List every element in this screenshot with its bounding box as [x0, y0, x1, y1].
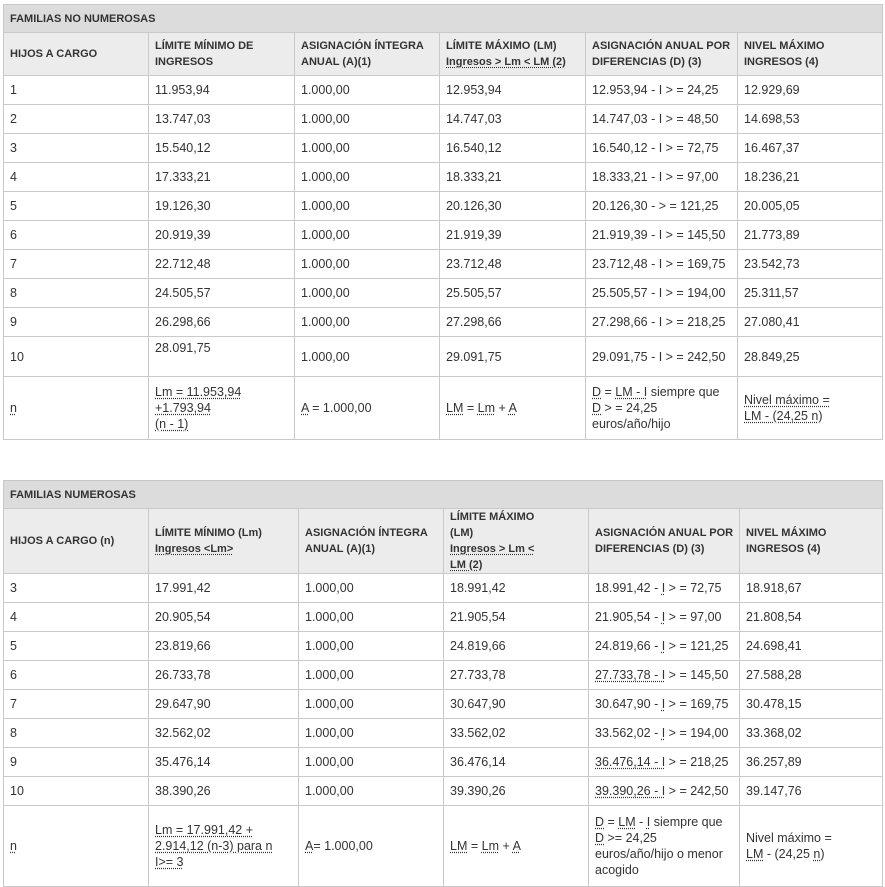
cell-diferencias: 18.333,21 - I > = 97,00	[586, 163, 738, 192]
header-text: Ingresos > Lm < LM (2)	[446, 56, 566, 68]
cell-limite-minimo: 22.712,48	[149, 250, 295, 279]
table-row	[4, 105, 883, 134]
table-row	[4, 192, 883, 221]
cell-nivel-maximo: 18.918,67	[740, 574, 883, 603]
cell-asignacion: 1.000,00	[295, 105, 440, 134]
cell-diferencias: 21.905,54 - I > = 97,00	[589, 603, 740, 632]
table-row	[4, 279, 883, 308]
cell-hijos: 6	[4, 221, 149, 250]
header-text: LÍMITE MÁXIMO	[450, 511, 535, 523]
cell-limite-minimo: 11.953,94	[149, 76, 295, 105]
cell-limite-minimo: 13.747,03	[149, 105, 295, 134]
header-text: LÍMITE MÍNIMO (Lm)	[155, 527, 262, 539]
cell-asignacion: 1.000,00	[299, 632, 444, 661]
cell-asignacion: 1.000,00	[295, 279, 440, 308]
header-text: ASIGNACIÓN ÍNTEGRA	[301, 40, 424, 52]
cell-limite-minimo: 29.647,90	[149, 690, 299, 719]
header-text: NIVEL MÁXIMO	[746, 527, 827, 539]
cell-limite-maximo: 27.733,78	[444, 661, 589, 690]
cell-nivel-maximo: 16.467,37	[738, 134, 883, 163]
table-familias-numerosas	[3, 480, 883, 887]
cell-diferencias: 36.476,14 - I > = 218,25	[589, 748, 740, 777]
cell-hijos: 9	[4, 308, 149, 337]
cell-limite-minimo: 26.733,78	[149, 661, 299, 690]
formula-n: n	[4, 806, 149, 887]
formula-limite-minimo: Lm = 11.953,94 +1.793,94 (n - 1)	[149, 377, 295, 440]
cell-asignacion: 1.000,00	[295, 76, 440, 105]
cell-diferencias: 21.919,39 - I > = 145,50	[586, 221, 738, 250]
cell-limite-maximo: 33.562,02	[444, 719, 589, 748]
cell-hijos: 4	[4, 163, 149, 192]
header-text: LM (2)	[450, 559, 483, 571]
cell-asignacion: 1.000,00	[295, 337, 440, 377]
table-row	[4, 661, 883, 690]
cell-limite-minimo: 24.505,57	[149, 279, 295, 308]
cell-hijos: 9	[4, 748, 149, 777]
cell-diferencias: 30.647,90 - I > = 169,75	[589, 690, 740, 719]
header-row	[4, 33, 883, 76]
table-row	[4, 603, 883, 632]
cell-limite-minimo: 20.919,39	[149, 221, 295, 250]
cell-nivel-maximo: 20.005,05	[738, 192, 883, 221]
cell-diferencias: 29.091,75 - I > = 242,50	[586, 337, 738, 377]
cell-limite-minimo: 17.991,42	[149, 574, 299, 603]
cell-nivel-maximo: 36.257,89	[740, 748, 883, 777]
table-row	[4, 337, 883, 377]
cell-nivel-maximo: 21.773,89	[738, 221, 883, 250]
cell-hijos: 5	[4, 192, 149, 221]
header-text: ANUAL (A)(1)	[301, 56, 372, 68]
cell-nivel-maximo: 21.808,54	[740, 603, 883, 632]
cell-asignacion: 1.000,00	[299, 777, 444, 806]
cell-asignacion: 1.000,00	[299, 603, 444, 632]
cell-nivel-maximo: 28.849,25	[738, 337, 883, 377]
cell-hijos: 3	[4, 134, 149, 163]
table-row	[4, 134, 883, 163]
formula-diferencias: D = LM - I siempre que D >= 24,25 euros/año/hijo o menor acogido	[589, 806, 740, 887]
cell-diferencias: 33.562,02 - I > = 194,00	[589, 719, 740, 748]
cell-hijos: 1	[4, 76, 149, 105]
cell-limite-maximo: 25.505,57	[440, 279, 586, 308]
formula-diferencias: D = LM - I siempre que D > = 24,25 euros/año/hijo	[586, 377, 738, 440]
header-asignacion	[295, 33, 440, 76]
formula-nivel-maximo: Nivel máximo = LM - (24,25 n)	[740, 806, 883, 887]
cell-limite-minimo: 35.476,14	[149, 748, 299, 777]
table-row	[4, 690, 883, 719]
formula-asignacion: A = 1.000,00	[295, 377, 440, 440]
header-hijos: HIJOS A CARGO	[4, 33, 149, 76]
cell-limite-maximo: 20.126,30	[440, 192, 586, 221]
header-limite-minimo	[149, 509, 299, 574]
cell-limite-maximo: 36.476,14	[444, 748, 589, 777]
cell-diferencias: 27.733,78 - I > = 145,50	[589, 661, 740, 690]
header-text: NIVEL MÁXIMO	[744, 40, 825, 52]
header-text: ANUAL (A)(1)	[305, 543, 376, 555]
header-text: INGRESOS (4)	[746, 543, 821, 555]
cell-hijos: 8	[4, 719, 149, 748]
table-row	[4, 308, 883, 337]
cell-limite-minimo: 32.562,02	[149, 719, 299, 748]
table-row	[4, 574, 883, 603]
cell-diferencias: 23.712,48 - I > = 169,75	[586, 250, 738, 279]
header-text: Ingresos <Lm>	[155, 543, 234, 555]
header-nivel-maximo	[738, 33, 883, 76]
cell-hijos: 6	[4, 661, 149, 690]
header-text: INGRESOS (4)	[744, 56, 819, 68]
cell-nivel-maximo: 23.542,73	[738, 250, 883, 279]
formula-row	[4, 806, 883, 887]
cell-asignacion: 1.000,00	[295, 192, 440, 221]
formula-n: n	[4, 377, 149, 440]
header-row	[4, 509, 883, 574]
cell-limite-maximo: 21.919,39	[440, 221, 586, 250]
cell-limite-minimo: 20.905,54	[149, 603, 299, 632]
cell-asignacion: 1.000,00	[299, 748, 444, 777]
header-nivel-maximo	[740, 509, 883, 574]
cell-hijos: 7	[4, 250, 149, 279]
header-text: LÍMITE MÍNIMO DE	[155, 40, 254, 52]
header-text: INGRESOS	[155, 56, 214, 68]
header-text: DIFERENCIAS (D) (3)	[592, 56, 702, 68]
header-limite-maximo	[440, 33, 586, 76]
table-row	[4, 719, 883, 748]
cell-asignacion: 1.000,00	[295, 134, 440, 163]
table-title: FAMILIAS NO NUMEROSAS	[4, 5, 883, 33]
cell-limite-minimo: 19.126,30	[149, 192, 295, 221]
cell-diferencias: 14.747,03 - I > = 48,50	[586, 105, 738, 134]
table-row	[4, 632, 883, 661]
cell-asignacion: 1.000,00	[295, 250, 440, 279]
cell-diferencias: 16.540,12 - I > = 72,75	[586, 134, 738, 163]
cell-diferencias: 20.126,30 - > = 121,25	[586, 192, 738, 221]
cell-hijos: 4	[4, 603, 149, 632]
header-text: ASIGNACIÓN ANUAL POR	[595, 527, 734, 539]
cell-limite-minimo: 38.390,26	[149, 777, 299, 806]
cell-limite-maximo: 21.905,54	[444, 603, 589, 632]
cell-nivel-maximo: 33.368,02	[740, 719, 883, 748]
formula-limite-maximo: LM = Lm + A	[440, 377, 586, 440]
cell-limite-minimo: 15.540,12	[149, 134, 295, 163]
cell-hijos: 3	[4, 574, 149, 603]
cell-limite-maximo: 24.819,66	[444, 632, 589, 661]
cell-limite-minimo: 23.819,66	[149, 632, 299, 661]
table-row	[4, 163, 883, 192]
cell-limite-maximo: 27.298,66	[440, 308, 586, 337]
cell-hijos: 10	[4, 337, 149, 377]
cell-diferencias: 18.991,42 - I > = 72,75	[589, 574, 740, 603]
cell-asignacion: 1.000,00	[295, 163, 440, 192]
cell-hijos: 8	[4, 279, 149, 308]
cell-limite-minimo: 28.091,75	[149, 337, 295, 377]
cell-hijos: 10	[4, 777, 149, 806]
cell-limite-maximo: 18.991,42	[444, 574, 589, 603]
cell-nivel-maximo: 27.588,28	[740, 661, 883, 690]
header-asignacion	[299, 509, 444, 574]
cell-nivel-maximo: 25.311,57	[738, 279, 883, 308]
cell-limite-maximo: 16.540,12	[440, 134, 586, 163]
cell-limite-maximo: 39.390,26	[444, 777, 589, 806]
cell-limite-minimo: 17.333,21	[149, 163, 295, 192]
cell-diferencias: 25.505,57 - I > = 194,00	[586, 279, 738, 308]
cell-asignacion: 1.000,00	[295, 221, 440, 250]
cell-diferencias: 27.298,66 - I > = 218,25	[586, 308, 738, 337]
cell-nivel-maximo: 30.478,15	[740, 690, 883, 719]
formula-limite-maximo: LM = Lm + A	[444, 806, 589, 887]
cell-nivel-maximo: 27.080,41	[738, 308, 883, 337]
header-hijos: HIJOS A CARGO (n)	[4, 509, 149, 574]
table-row	[4, 221, 883, 250]
formula-asignacion: A= 1.000,00	[299, 806, 444, 887]
table-row	[4, 76, 883, 105]
cell-limite-maximo: 12.953,94	[440, 76, 586, 105]
cell-nivel-maximo: 12.929,69	[738, 76, 883, 105]
table-row	[4, 748, 883, 777]
cell-asignacion: 1.000,00	[299, 719, 444, 748]
cell-nivel-maximo: 14.698,53	[738, 105, 883, 134]
cell-nivel-maximo: 39.147,76	[740, 777, 883, 806]
cell-limite-maximo: 14.747,03	[440, 105, 586, 134]
table-familias-no-numerosas	[3, 4, 883, 440]
header-limite-minimo	[149, 33, 295, 76]
cell-asignacion: 1.000,00	[295, 308, 440, 337]
cell-limite-maximo: 29.091,75	[440, 337, 586, 377]
cell-hijos: 7	[4, 690, 149, 719]
cell-diferencias: 12.953,94 - I > = 24,25	[586, 76, 738, 105]
cell-asignacion: 1.000,00	[299, 661, 444, 690]
cell-limite-minimo: 26.298,66	[149, 308, 295, 337]
cell-limite-maximo: 30.647,90	[444, 690, 589, 719]
formula-row	[4, 377, 883, 440]
cell-asignacion: 1.000,00	[299, 574, 444, 603]
cell-nivel-maximo: 24.698,41	[740, 632, 883, 661]
cell-nivel-maximo: 18.236,21	[738, 163, 883, 192]
table-row	[4, 250, 883, 279]
header-text: ASIGNACIÓN ANUAL POR	[592, 40, 731, 52]
header-diferencias	[586, 33, 738, 76]
header-diferencias	[589, 509, 740, 574]
table-row	[4, 777, 883, 806]
cell-hijos: 2	[4, 105, 149, 134]
header-text: ASIGNACIÓN ÍNTEGRA	[305, 527, 428, 539]
table-title: FAMILIAS NUMEROSAS	[4, 481, 883, 509]
cell-limite-maximo: 23.712,48	[440, 250, 586, 279]
header-text: DIFERENCIAS (D) (3)	[595, 543, 705, 555]
formula-nivel-maximo: Nivel máximo = LM - (24,25 n)	[738, 377, 883, 440]
header-text: LÍMITE MÁXIMO (LM)	[446, 40, 557, 52]
cell-diferencias: 24.819,66 - I > = 121,25	[589, 632, 740, 661]
formula-limite-minimo: Lm = 17.991,42 + 2.914,12 (n-3) para n I>= 3	[149, 806, 299, 887]
cell-diferencias: 39.390,26 - I > = 242,50	[589, 777, 740, 806]
cell-limite-maximo: 18.333,21	[440, 163, 586, 192]
cell-asignacion: 1.000,00	[299, 690, 444, 719]
header-limite-maximo: LÍMITE MÁXIMO (LM) Ingresos > Lm < LM (2)	[444, 509, 589, 574]
cell-hijos: 5	[4, 632, 149, 661]
